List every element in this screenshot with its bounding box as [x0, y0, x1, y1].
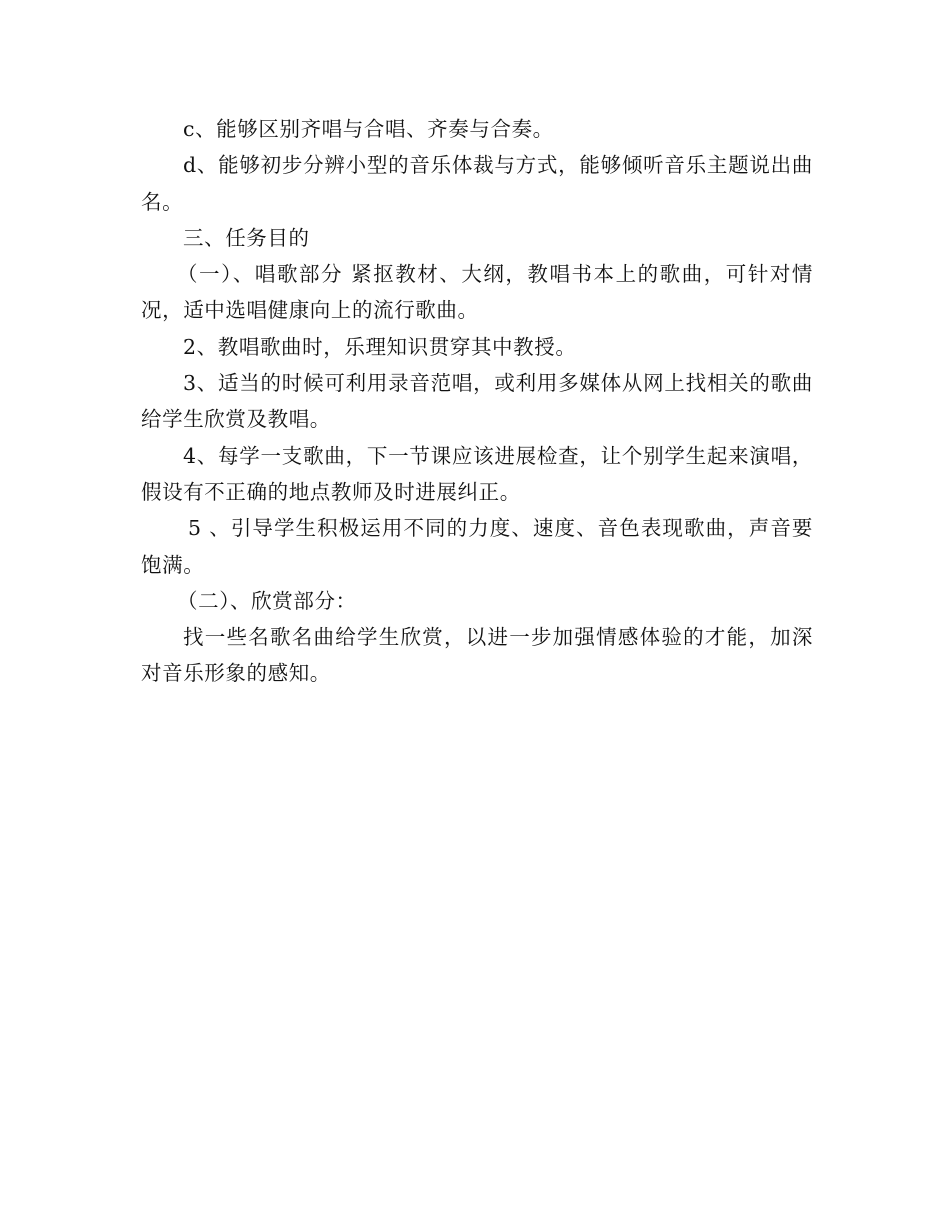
paragraph-item-3: 3、适当的时候可利用录音范唱，或利用多媒体从网上找相关的歌曲给学生欣赏及教唱。 — [141, 371, 813, 432]
paragraph-item-c: c、能够区别齐唱与合唱、齐奏与合奏。 — [183, 117, 554, 141]
paragraph-item-5: 5 、引导学生积极运用不同的力度、速度、音色表现歌曲，声音要饱满。 — [141, 516, 813, 577]
document-body — [141, 111, 813, 692]
paragraph-item-d: d、能够初步分辨小型的音乐体裁与方式，能够倾听音乐主题说出曲名。 — [141, 153, 813, 214]
paragraph-item-4: 4、每学一支歌曲，下一节课应该进展检查，让个别学生起来演唱，假设有不正确的地点教师及时进展纠正。 — [141, 443, 813, 504]
subsection-singing: （一）、唱歌部分 紧抠教材、大纲，教唱书本上的歌曲，可针对情况，适中选唱健康向上的流行歌曲。 — [141, 262, 813, 323]
section-heading-task-goals: 三、任务目的 — [183, 225, 310, 250]
paragraph-appreciation-body: 找一些名歌名曲给学生欣赏，以进一步加强情感体验的才能，加深对音乐形象的感知。 — [141, 625, 813, 686]
paragraph-item-2: 2、教唱歌曲时，乐理知识贯穿其中教授。 — [183, 334, 577, 359]
subsection-appreciation: （二）、欣赏部分： — [177, 588, 357, 613]
